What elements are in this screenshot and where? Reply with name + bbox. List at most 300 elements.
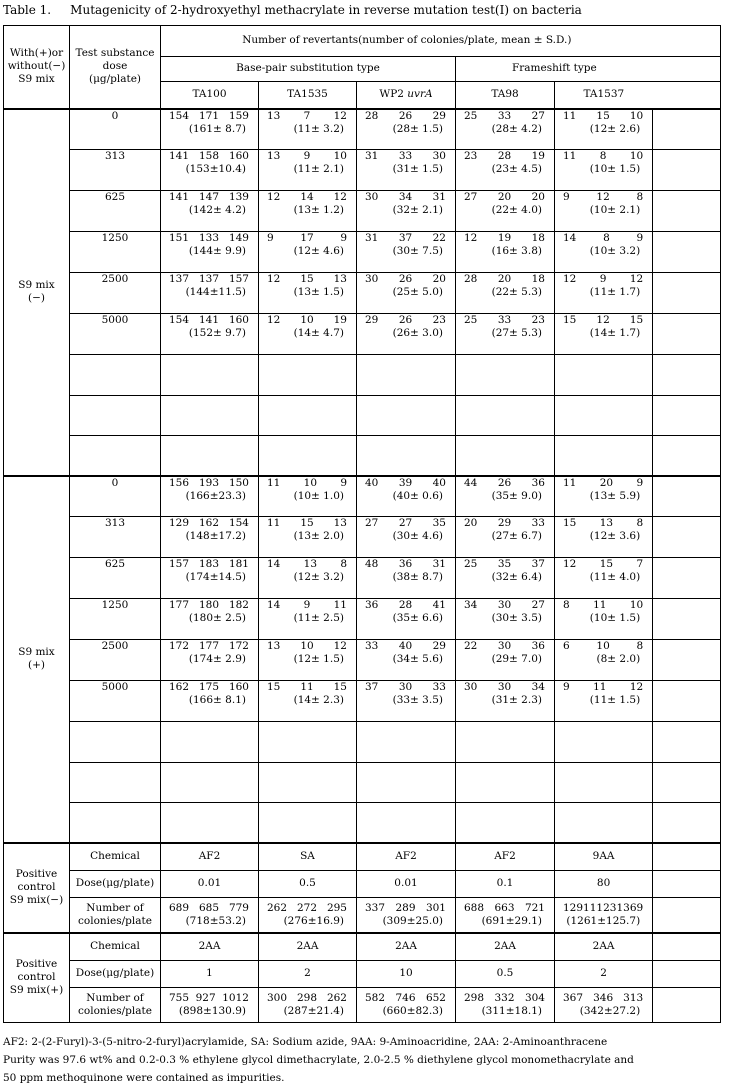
header-text: (μg/plate) bbox=[88, 73, 142, 86]
empty-cell bbox=[555, 763, 653, 803]
chemical-cell: 2AA bbox=[259, 933, 357, 961]
mean-sd-value: 144± 9.9 bbox=[193, 245, 242, 258]
colony-count: 26 bbox=[398, 314, 413, 326]
extra-cell bbox=[653, 517, 721, 558]
mean-sd: (10± 1.5) bbox=[589, 163, 641, 176]
dose-cell: 0 bbox=[70, 476, 161, 517]
replicate-counts bbox=[456, 110, 554, 123]
replicate-counts bbox=[357, 232, 455, 245]
replicate-counts bbox=[456, 558, 554, 571]
extra-cell bbox=[653, 933, 721, 961]
group-label: S9 mix(−) bbox=[9, 894, 64, 907]
colony-count: 36 bbox=[365, 599, 379, 611]
mean-sd: (28± 1.5) bbox=[392, 122, 443, 135]
replicate-counts bbox=[259, 558, 356, 571]
positive-control-minus-label bbox=[4, 843, 70, 933]
dose-cell: 625 bbox=[70, 191, 161, 232]
replicate-counts bbox=[161, 273, 258, 286]
colony-count: 9 bbox=[340, 232, 347, 244]
colony-count: 13 bbox=[333, 273, 347, 285]
extra-cell bbox=[653, 843, 721, 871]
colony-count: 20 bbox=[432, 273, 446, 285]
mean-sd: (26± 3.0) bbox=[392, 327, 443, 340]
colony-count: 262 bbox=[326, 991, 347, 1004]
count-cell bbox=[456, 191, 555, 232]
replicate-counts bbox=[456, 477, 554, 490]
count-cell bbox=[555, 273, 653, 314]
empty-cell bbox=[70, 355, 161, 396]
mean-sd: (12± 3.6) bbox=[589, 530, 641, 543]
mean-sd: (174±14.5) bbox=[185, 571, 246, 584]
colony-count: 180 bbox=[198, 599, 220, 611]
mean-sd-value: 11± 2.1 bbox=[297, 163, 340, 176]
mean-sd-value: 10± 3.2 bbox=[593, 245, 637, 258]
mean-sd: (144± 9.9) bbox=[188, 245, 246, 258]
dose-cell: 0 bbox=[70, 109, 161, 150]
mean-sd-value: 38± 8.7 bbox=[396, 571, 439, 584]
colony-count: 29 bbox=[365, 314, 379, 326]
replicate-counts bbox=[357, 902, 455, 915]
colony-count: 12 bbox=[267, 191, 281, 203]
colony-count: 175 bbox=[198, 681, 220, 693]
colony-count: 40 bbox=[432, 476, 446, 489]
replicate-counts bbox=[456, 232, 554, 245]
colony-count: 9 bbox=[563, 191, 570, 203]
mean-sd: (16± 3.8) bbox=[491, 245, 542, 258]
mean-sd: (144±11.5) bbox=[185, 286, 246, 299]
mean-sd: (10± 2.1) bbox=[589, 204, 641, 217]
mean-sd-value: 12± 4.6 bbox=[297, 245, 340, 258]
mean-sd: (10± 1.0) bbox=[293, 489, 344, 502]
colony-count: 129 bbox=[169, 517, 190, 529]
colony-count: 159 bbox=[228, 109, 249, 122]
count-cell bbox=[357, 476, 456, 517]
mean-sd-value: 31± 1.5 bbox=[396, 163, 439, 176]
count-cell bbox=[555, 640, 653, 681]
extra-cell bbox=[653, 988, 721, 1023]
colony-count: 14 bbox=[267, 558, 281, 570]
replicate-counts bbox=[456, 273, 554, 286]
colony-count: 30 bbox=[464, 681, 478, 693]
extra-cell bbox=[653, 640, 721, 681]
group-label: S9 mix(+) bbox=[9, 984, 64, 997]
colony-count: 28 bbox=[497, 150, 512, 162]
colony-count: 11 bbox=[267, 517, 281, 529]
count-cell bbox=[456, 476, 555, 517]
mean-sd: (12± 3.2) bbox=[293, 571, 344, 584]
colony-count: 7 bbox=[636, 558, 644, 570]
empty-cell bbox=[161, 436, 259, 476]
colony-count: 18 bbox=[531, 273, 545, 285]
mean-sd-value: 898±130.9 bbox=[182, 1005, 242, 1017]
dose-cell: 313 bbox=[70, 150, 161, 191]
mean-sd: (14± 4.7) bbox=[293, 327, 344, 340]
header-blank bbox=[653, 26, 721, 57]
replicate-counts bbox=[555, 902, 652, 915]
colony-count: 13 bbox=[599, 517, 614, 529]
colony-count: 9 bbox=[267, 232, 274, 244]
mean-sd-value: 23± 4.5 bbox=[495, 163, 538, 176]
colony-count: 141 bbox=[169, 191, 190, 203]
replicate-counts bbox=[161, 314, 258, 327]
mean-sd-value: 30± 3.5 bbox=[495, 612, 538, 625]
empty-cell bbox=[456, 396, 555, 436]
colony-count: 156 bbox=[169, 476, 190, 489]
colony-count: 182 bbox=[228, 599, 249, 611]
replicate-counts bbox=[161, 477, 258, 490]
count-cell bbox=[259, 232, 357, 273]
count-cell bbox=[555, 150, 653, 191]
header-dose-label bbox=[70, 26, 161, 109]
mean-sd-value: 718±53.2 bbox=[189, 914, 242, 927]
colony-count: 34 bbox=[531, 681, 545, 693]
extra-cell bbox=[653, 232, 721, 273]
empty-cell bbox=[456, 436, 555, 476]
row-label: Dose(μg/plate) bbox=[70, 961, 161, 988]
mean-sd: (13± 2.0) bbox=[293, 530, 344, 543]
replicate-counts bbox=[456, 640, 554, 653]
colony-count: 183 bbox=[198, 558, 220, 570]
colony-count: 137 bbox=[169, 273, 190, 285]
colony-count: 12 bbox=[267, 273, 281, 285]
colony-count: 12 bbox=[267, 314, 281, 326]
mean-sd: (309±25.0) bbox=[382, 914, 443, 927]
colony-count: 149 bbox=[228, 232, 249, 244]
mean-sd: (27± 5.3) bbox=[491, 327, 542, 340]
colony-count: 40 bbox=[365, 476, 379, 489]
mean-sd-value: 13± 1.5 bbox=[297, 286, 340, 299]
header-revertants: Number of revertants(number of colonies/plate, mean ± S.D.) bbox=[161, 26, 653, 57]
replicate-counts bbox=[555, 558, 652, 571]
colony-count: 15 bbox=[596, 109, 610, 122]
colony-count: 8 bbox=[636, 191, 644, 203]
chemical-cell: 2AA bbox=[456, 933, 555, 961]
colony-count: 37 bbox=[365, 681, 379, 693]
dose-cell: 5000 bbox=[70, 314, 161, 355]
replicate-counts bbox=[357, 150, 455, 163]
colony-count: 28 bbox=[464, 273, 478, 285]
count-cell bbox=[161, 314, 259, 355]
count-cell bbox=[259, 476, 357, 517]
colony-count: 15 bbox=[563, 314, 577, 326]
group-label: S9 mix bbox=[18, 278, 55, 291]
colony-count: 20 bbox=[497, 273, 512, 285]
colony-count: 25 bbox=[464, 314, 478, 326]
colony-count: 11 bbox=[593, 681, 607, 693]
replicate-counts bbox=[555, 517, 652, 530]
colony-count: 137 bbox=[198, 273, 220, 285]
mean-sd: (180± 2.5) bbox=[188, 612, 246, 625]
colony-count: 35 bbox=[497, 558, 512, 570]
chemical-cell: AF2 bbox=[456, 843, 555, 871]
positive-dose-cell: 0.01 bbox=[161, 871, 259, 898]
mean-sd-value: 27± 5.3 bbox=[495, 327, 538, 340]
colony-count: 18 bbox=[531, 232, 545, 244]
colony-count: 29 bbox=[432, 640, 446, 652]
mean-sd-value: 12± 3.2 bbox=[297, 571, 340, 584]
positive-count-cell bbox=[161, 898, 259, 933]
positive-count-cell bbox=[259, 898, 357, 933]
mean-sd: (30± 4.6) bbox=[392, 530, 443, 543]
replicate-counts bbox=[456, 902, 554, 915]
mean-sd-value: 8± 2.0 bbox=[600, 653, 637, 666]
replicate-counts bbox=[259, 517, 356, 530]
mean-sd-value: 22± 4.0 bbox=[495, 204, 538, 217]
colony-count: 14 bbox=[563, 232, 577, 244]
mean-sd-value: 10± 2.1 bbox=[593, 204, 637, 217]
dose-cell: 1250 bbox=[70, 599, 161, 640]
mean-sd-value: 11± 3.2 bbox=[297, 122, 340, 135]
count-cell bbox=[357, 273, 456, 314]
mean-sd-value: 27± 6.7 bbox=[495, 530, 538, 543]
colony-count: 13 bbox=[267, 640, 281, 652]
group-label: S9 mix bbox=[18, 645, 55, 658]
mean-sd: (691±29.1) bbox=[481, 914, 542, 927]
replicate-counts bbox=[357, 599, 455, 612]
colony-count: 19 bbox=[531, 150, 545, 162]
replicate-counts bbox=[555, 110, 652, 123]
row-label-text: Number of bbox=[86, 991, 144, 1004]
colony-count: 8 bbox=[603, 232, 610, 244]
row-label bbox=[70, 988, 161, 1023]
colony-count: 272 bbox=[296, 901, 318, 914]
mean-sd: (161± 8.7) bbox=[188, 122, 246, 135]
count-cell bbox=[456, 314, 555, 355]
replicate-counts bbox=[555, 640, 652, 653]
colony-count: 10 bbox=[629, 109, 644, 122]
empty-cell bbox=[161, 763, 259, 803]
colony-count: 9 bbox=[599, 273, 607, 285]
replicate-counts bbox=[456, 599, 554, 612]
replicate-counts bbox=[161, 191, 258, 204]
mean-sd-value: 309±25.0 bbox=[386, 914, 439, 927]
empty-cell bbox=[456, 355, 555, 396]
mean-sd-value: 1261±125.7 bbox=[570, 914, 637, 927]
colony-count: 289 bbox=[395, 901, 416, 914]
colony-count: 582 bbox=[365, 991, 386, 1004]
mean-sd: (12± 2.6) bbox=[589, 122, 641, 135]
mean-sd-value: 35± 9.0 bbox=[495, 489, 538, 502]
colony-count: 8 bbox=[340, 558, 347, 570]
colony-count: 172 bbox=[228, 640, 249, 652]
count-cell bbox=[259, 640, 357, 681]
colony-count: 35 bbox=[432, 517, 446, 529]
mean-sd: (34± 5.6) bbox=[392, 653, 443, 666]
mean-sd: (14± 2.3) bbox=[293, 694, 344, 707]
count-cell bbox=[357, 150, 456, 191]
colony-count: 721 bbox=[524, 901, 545, 914]
empty-cell bbox=[357, 763, 456, 803]
mean-sd-value: 22± 5.3 bbox=[495, 286, 538, 299]
colony-count: 147 bbox=[198, 191, 220, 203]
dose-cell: 2500 bbox=[70, 273, 161, 314]
colony-count: 8 bbox=[636, 517, 644, 529]
count-cell bbox=[357, 558, 456, 599]
replicate-counts bbox=[161, 681, 258, 694]
header-text: Test substance bbox=[75, 47, 155, 60]
mean-sd: (11± 2.1) bbox=[293, 163, 344, 176]
colony-count: 19 bbox=[333, 314, 347, 326]
colony-count: 33 bbox=[497, 109, 512, 122]
extra-cell bbox=[653, 763, 721, 803]
mean-sd-value: 28± 4.2 bbox=[495, 122, 538, 135]
mean-sd: (23± 4.5) bbox=[491, 163, 542, 176]
replicate-counts bbox=[555, 232, 652, 245]
positive-count-cell bbox=[555, 988, 653, 1023]
colony-count: 33 bbox=[398, 150, 413, 162]
count-cell bbox=[161, 150, 259, 191]
mean-sd-value: 11± 4.0 bbox=[593, 571, 637, 584]
colony-count: 11 bbox=[563, 150, 577, 162]
row-label-text: colonies/plate bbox=[78, 1005, 152, 1017]
replicate-counts bbox=[259, 681, 356, 694]
extra-cell bbox=[653, 191, 721, 232]
empty-cell bbox=[357, 355, 456, 396]
colony-count: 39 bbox=[398, 476, 413, 489]
colony-count: 10 bbox=[629, 599, 644, 611]
mean-sd: (166± 8.1) bbox=[188, 694, 246, 707]
replicate-counts bbox=[161, 558, 258, 571]
colony-count: 28 bbox=[365, 109, 379, 122]
replicate-counts bbox=[357, 517, 455, 530]
empty-cell bbox=[555, 355, 653, 396]
colony-count: 10 bbox=[629, 150, 644, 162]
positive-dose-cell: 0.01 bbox=[357, 871, 456, 898]
mean-sd-value: 16± 3.8 bbox=[495, 245, 538, 258]
extra-cell bbox=[653, 150, 721, 191]
colony-count: 33 bbox=[531, 517, 545, 529]
colony-count: 755 bbox=[169, 991, 190, 1004]
empty-cell bbox=[555, 396, 653, 436]
empty-cell bbox=[555, 436, 653, 476]
mean-sd-value: 148±17.2 bbox=[189, 530, 242, 543]
colony-count: 30 bbox=[497, 599, 512, 611]
extra-cell bbox=[653, 314, 721, 355]
colony-count: 27 bbox=[464, 191, 478, 203]
colony-count: 13 bbox=[267, 150, 281, 162]
mean-sd-value: 153±10.4 bbox=[189, 163, 242, 176]
chemical-cell: AF2 bbox=[357, 843, 456, 871]
mean-sd: (342±27.2) bbox=[579, 1005, 641, 1017]
mean-sd-value: 11± 2.5 bbox=[297, 612, 340, 625]
replicate-counts bbox=[259, 110, 356, 123]
row-label-text: Number of bbox=[86, 901, 144, 914]
mean-sd-value: 152± 9.7 bbox=[193, 327, 242, 340]
replicate-counts bbox=[456, 191, 554, 204]
replicate-counts bbox=[259, 477, 356, 490]
count-cell bbox=[259, 150, 357, 191]
mean-sd-value: 166± 8.1 bbox=[193, 694, 242, 707]
mean-sd: (13± 5.9) bbox=[589, 489, 641, 502]
colony-count: 927 bbox=[195, 991, 216, 1004]
count-cell bbox=[357, 109, 456, 150]
empty-cell bbox=[456, 722, 555, 763]
colony-count: 9 bbox=[340, 476, 347, 489]
mean-sd: (25± 5.0) bbox=[392, 286, 443, 299]
mean-sd-value: 276±16.9 bbox=[287, 914, 340, 927]
replicate-counts bbox=[161, 150, 258, 163]
replicate-counts bbox=[555, 273, 652, 286]
count-cell bbox=[161, 517, 259, 558]
mean-sd: (27± 6.7) bbox=[491, 530, 542, 543]
colony-count: 26 bbox=[398, 273, 413, 285]
mean-sd-value: 32± 6.4 bbox=[495, 571, 538, 584]
replicate-counts bbox=[357, 992, 455, 1005]
replicate-counts bbox=[259, 314, 356, 327]
colony-count: 12 bbox=[596, 191, 610, 203]
colony-count: 746 bbox=[395, 991, 416, 1004]
colony-count: 172 bbox=[169, 640, 190, 652]
colony-count: 11 bbox=[333, 599, 347, 611]
colony-count: 15 bbox=[629, 314, 644, 326]
mean-sd: (174± 2.9) bbox=[188, 653, 246, 666]
mean-sd-value: 10± 1.0 bbox=[297, 489, 340, 502]
empty-cell bbox=[259, 396, 357, 436]
replicate-counts bbox=[259, 902, 356, 915]
count-cell bbox=[161, 681, 259, 722]
count-cell bbox=[357, 681, 456, 722]
colony-count: 10 bbox=[300, 314, 314, 326]
strain-header: TA100 bbox=[161, 82, 259, 109]
positive-count-cell bbox=[259, 988, 357, 1023]
colony-count: 154 bbox=[228, 517, 249, 529]
colony-count: 12 bbox=[333, 109, 347, 122]
colony-count: 23 bbox=[531, 314, 545, 326]
empty-cell bbox=[70, 722, 161, 763]
replicate-counts bbox=[357, 110, 455, 123]
colony-count: 11 bbox=[593, 599, 607, 611]
positive-dose-cell: 0.5 bbox=[456, 961, 555, 988]
footnote-impurities: 50 ppm methoquinone were contained as impurities. bbox=[3, 1072, 285, 1084]
count-cell bbox=[555, 191, 653, 232]
colony-count: 158 bbox=[198, 150, 220, 162]
colony-count: 41 bbox=[432, 599, 446, 611]
mean-sd: (718±53.2) bbox=[185, 914, 246, 927]
colony-count: 25 bbox=[464, 109, 478, 122]
count-cell bbox=[259, 109, 357, 150]
colony-count: 139 bbox=[228, 191, 249, 203]
colony-count: 20 bbox=[531, 191, 545, 203]
chemical-cell: 2AA bbox=[357, 933, 456, 961]
mean-sd: (166±23.3) bbox=[185, 489, 246, 502]
mean-sd-value: 12± 3.6 bbox=[593, 530, 637, 543]
colony-count: 33 bbox=[432, 681, 446, 693]
extra-cell bbox=[653, 273, 721, 314]
count-cell bbox=[259, 681, 357, 722]
colony-count: 15 bbox=[300, 517, 314, 529]
colony-count: 160 bbox=[228, 150, 249, 162]
colony-count: 23 bbox=[464, 150, 478, 162]
colony-count: 15 bbox=[563, 517, 577, 529]
extra-cell bbox=[653, 871, 721, 898]
positive-dose-cell: 80 bbox=[555, 871, 653, 898]
colony-count: 346 bbox=[593, 991, 614, 1004]
mean-sd: (30± 3.5) bbox=[491, 612, 542, 625]
mean-sd: (1261±125.7) bbox=[566, 914, 641, 927]
colony-count: 36 bbox=[531, 476, 545, 489]
extra-cell bbox=[653, 558, 721, 599]
count-cell bbox=[161, 476, 259, 517]
mean-sd-value: 161± 8.7 bbox=[193, 122, 242, 135]
mean-sd-value: 29± 7.0 bbox=[495, 653, 538, 666]
mean-sd: (8± 2.0) bbox=[596, 653, 641, 666]
colony-count: 14 bbox=[300, 191, 314, 203]
empty-cell bbox=[259, 436, 357, 476]
mean-sd-value: 28± 1.5 bbox=[396, 122, 439, 135]
strain-header: TA1535 bbox=[259, 82, 357, 109]
mean-sd-value: 13± 1.2 bbox=[297, 204, 340, 217]
count-cell bbox=[555, 558, 653, 599]
